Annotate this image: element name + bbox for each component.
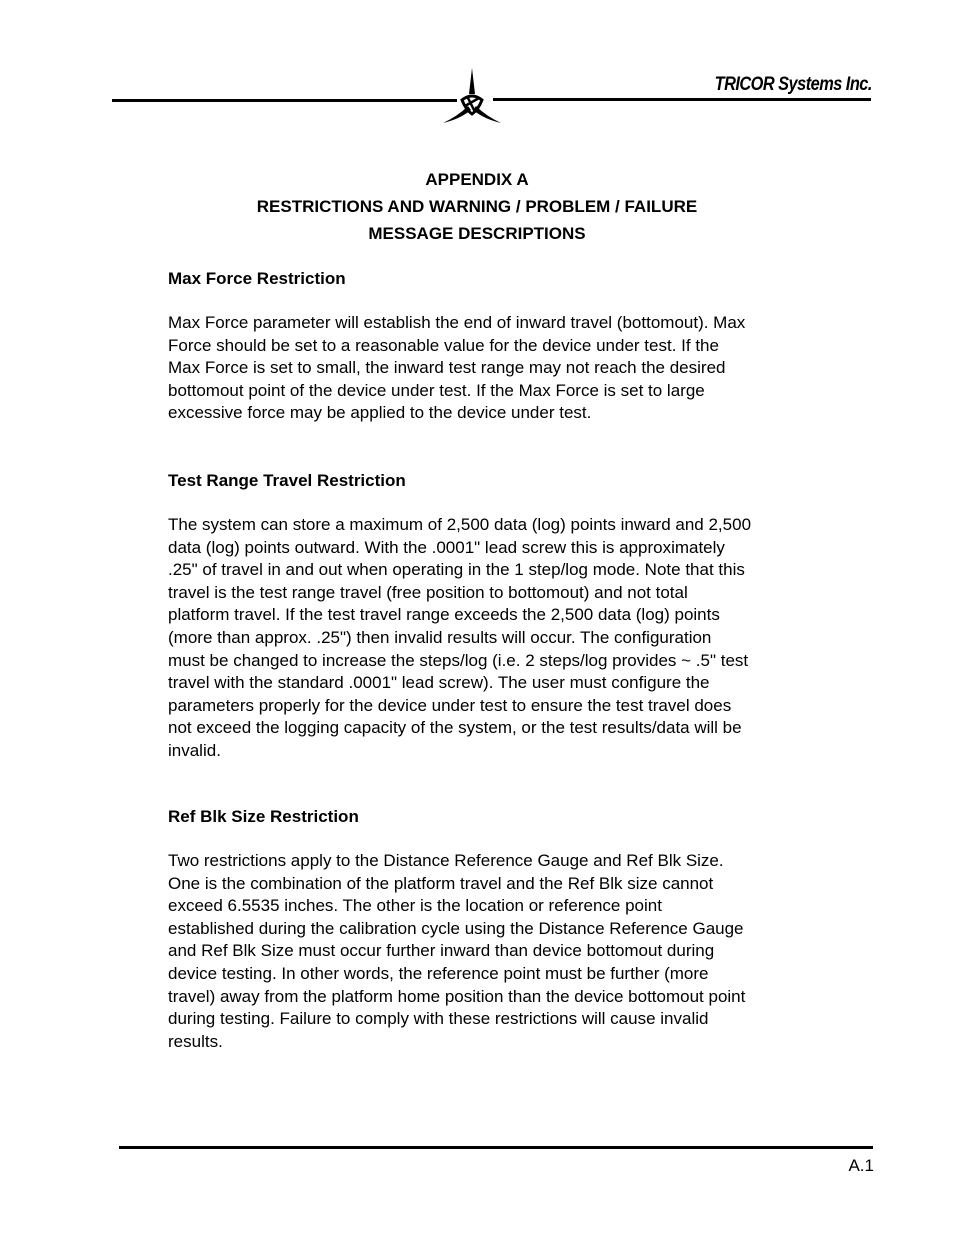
company-name bbox=[715, 74, 872, 96]
section-heading: Max Force Restriction bbox=[168, 269, 346, 288]
company-suffix: Systems Inc. bbox=[774, 74, 872, 95]
footer-rule bbox=[119, 1146, 873, 1149]
page-number: A.1 bbox=[848, 1156, 874, 1175]
title-line-1: APPENDIX A bbox=[425, 170, 529, 189]
section-max-force bbox=[168, 268, 828, 425]
header-rule-left bbox=[112, 99, 457, 102]
title-line-2: RESTRICTIONS AND WARNING / PROBLEM / FAILURE bbox=[256, 197, 698, 216]
section-heading: Test Range Travel Restriction bbox=[168, 471, 406, 490]
section-heading: Ref Blk Size Restriction bbox=[168, 807, 359, 826]
section-body: Max Force parameter will establish the end of inward travel (bottomout). Max Force should be set to a reasonable value for the device under test. If the Max Force is set to small, the inward test range may not reach the desired bottomout point of the device under test. If the Max Force is set to large excessive force may be applied to the device under test. bbox=[168, 313, 746, 423]
section-ref-blk-size bbox=[168, 806, 828, 1053]
appendix-title bbox=[0, 166, 954, 247]
section-body: Two restrictions apply to the Distance Reference Gauge and Ref Blk Size. One is the combination of the platform travel and the Ref Blk size cannot exceed 6.5535 inches. The other is the location or reference point established during the calibration cycle using the Distance Reference Gauge and Ref Blk Size must occur further inward than device bottomout during device testing. In other words, the reference point must be further (more travel) away from the platform home position than the device bottomout point during testing. Failure to comply with these restrictions will cause invalid results. bbox=[168, 851, 746, 1051]
header-rule-right bbox=[493, 98, 871, 101]
tricor-logo-icon bbox=[440, 66, 504, 128]
title-line-3: MESSAGE DESCRIPTIONS bbox=[368, 224, 586, 243]
company-brand: TRICOR bbox=[714, 74, 775, 95]
section-body: The system can store a maximum of 2,500 data (log) points inward and 2,500 data (log) points outward. With the .0001" lead screw this is approximately .25" of travel in and out when operating in the 1 step/log mode. Note that this travel is the test range travel (free position to bottomout) and not total platform travel. If the test travel range exceeds the 2,500 data (log) points (more than approx. .25") then invalid results will occur. The configuration must be changed to increase the steps/log (i.e. 2 steps/log provides ~ .5" test travel with the standard .0001" lead screw). The user must configure the parameters properly for the device under test to ensure the test travel does not exceed the logging capacity of the system, or the test results/data will be invalid. bbox=[168, 515, 752, 760]
section-test-range-travel bbox=[168, 470, 828, 763]
